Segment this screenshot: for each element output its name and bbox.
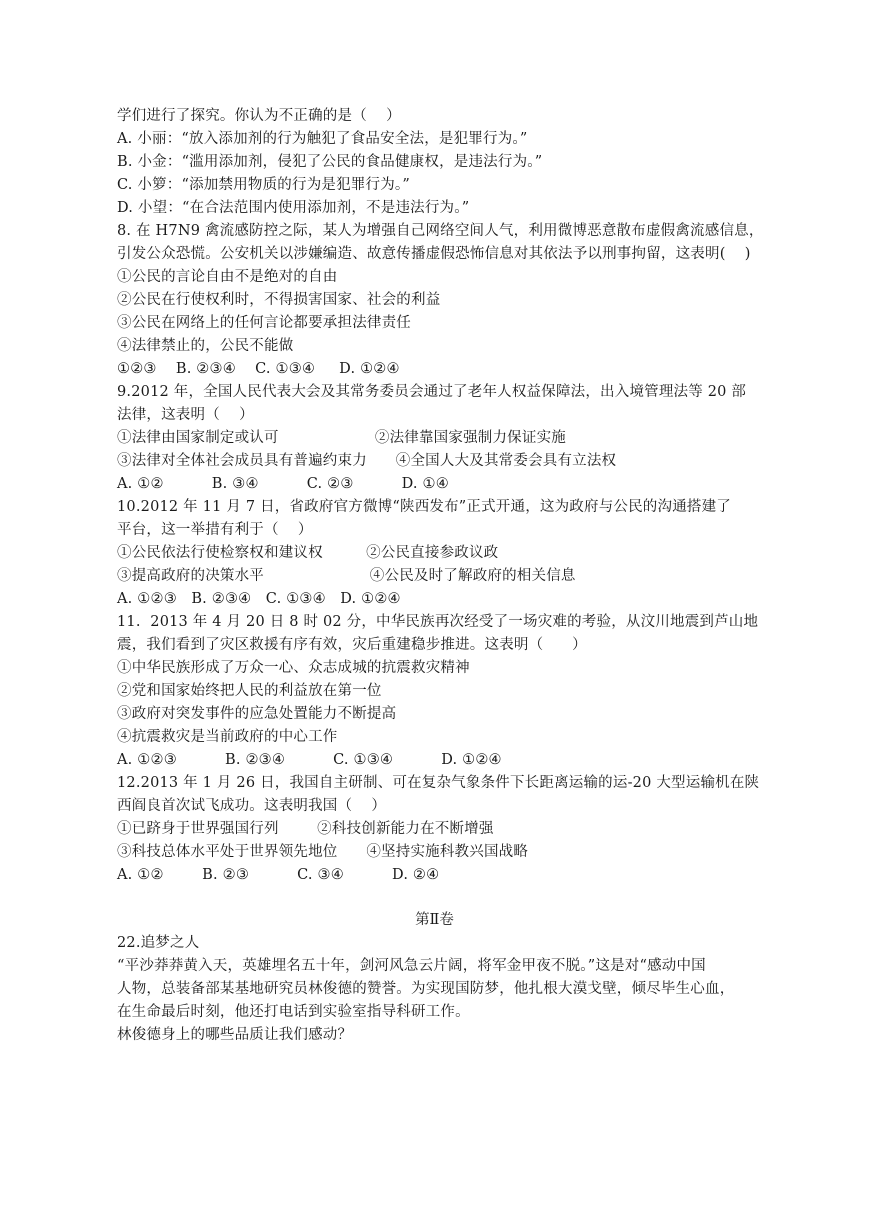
text-line: 学们进行了探究。你认为不正确的是（ ） — [117, 108, 401, 124]
text-line: 平台，这一举措有利于（ ） — [117, 522, 313, 538]
question-9: 9.2012 年，全国人民代表大会及其常务委员会通过了老年人权益保障法，出入境管理法等 20 部 — [117, 384, 747, 400]
statement-1: ①公民的言论自由不是绝对的自由 — [117, 269, 338, 285]
question-8: 8. 在 H7N9 禽流感防控之际，某人为增强自己网络空间人气，利用微博恶意散布虚假禽流感信息， — [117, 223, 764, 239]
statements-row: ①公民依法行使检察权和建议权 ②公民直接参政议政 — [117, 545, 499, 561]
statements-row: ③法律对全体社会成员具有普遍约束力 ④全国人大及其常委会具有立法权 — [117, 453, 617, 469]
question-10: 10.2012 年 11 月 7 日，省政府官方微博“陕西发布”正式开通，这为政府与公民的沟通搭建了 — [117, 499, 732, 515]
statements-row: ①法律由国家制定或认可 ②法律靠国家强制力保证实施 — [117, 430, 566, 446]
statement-3: ③政府对突发事件的应急处置能力不断提高 — [117, 706, 397, 722]
option-a: A. 小丽：“放入添加剂的行为触犯了食品安全法，是犯罪行为。” — [117, 131, 528, 147]
statements-row: ①已跻身于世界强国行列 ②科技创新能力在不断增强 — [117, 821, 494, 837]
text-line: 在生命最后时刻，他还打电话到实验室指导科研工作。 — [117, 1004, 470, 1020]
text-line: “平沙莽莽黄入天，英雄埋名五十年，剑河风急云片阔，将军金甲夜不脱。”这是对“感动中国 — [117, 958, 706, 974]
text-line: 震，我们看到了灾区救援有序有效，灾后重建稳步推进。这表明（ ） — [117, 637, 587, 653]
option-d: D. 小望：“在合法范围内使用添加剂，不是违法行为。” — [117, 200, 470, 216]
answer-options: A. ①②③ B. ②③④ C. ①③④ D. ①②④ — [117, 752, 502, 768]
text-line: 人物，总装备部某基地研究员林俊德的赞誉。为实现国防梦，他扎根大漠戈壁，倾尽毕生心血， — [117, 981, 735, 997]
text-line: 西阎良首次试飞成功。这表明我国（ ） — [117, 798, 387, 814]
answer-options: A. ①② B. ②③ C. ③④ D. ②④ — [117, 867, 440, 883]
text-line: 引发公众恐慌。公安机关以涉嫌编造、故意传播虚假恐怖信息对其依法予以刑事拘留，这表明( ) — [117, 246, 751, 262]
question-12: 12.2013 年 1 月 26 日，我国自主研制、可在复杂气象条件下长距离运输的运-20 大型运输机在陕 — [117, 775, 760, 791]
option-b: B. 小金：“滥用添加剂，侵犯了公民的食品健康权，是违法行为。” — [117, 154, 543, 170]
question-11: 11. 2013 年 4 月 20 日 8 时 02 分，中华民族再次经受了一场灾难的考验，从汶川地震到芦山地 — [117, 614, 759, 630]
statement-2: ②公民在行使权利时，不得损害国家、社会的利益 — [117, 292, 441, 308]
answer-options: A. ①② B. ③④ C. ②③ D. ①④ — [117, 476, 449, 492]
answer-options: ①②③ B. ②③④ C. ①③④ D. ①②④ — [117, 361, 400, 377]
statement-4: ④法律禁止的，公民不能做 — [117, 338, 294, 354]
statements-row: ③科技总体水平处于世界领先地位 ④坚持实施科教兴国战略 — [117, 844, 529, 860]
question-22-title: 22.追梦之人 — [117, 935, 200, 951]
statement-3: ③公民在网络上的任何言论都要承担法律责任 — [117, 315, 411, 331]
statement-1: ①中华民族形成了万众一心、众志成城的抗震救灾精神 — [117, 660, 470, 676]
text-line: 法律，这表明（ ） — [117, 407, 254, 423]
section-heading: 第Ⅱ卷 — [415, 912, 454, 928]
statement-2: ②党和国家始终把人民的利益放在第一位 — [117, 683, 382, 699]
option-c: C. 小箩：“添加禁用物质的行为是犯罪行为。” — [117, 177, 410, 193]
statements-row: ③提高政府的决策水平 ④公民及时了解政府的相关信息 — [117, 568, 576, 584]
question-prompt: 林俊德身上的哪些品质让我们感动？ — [117, 1027, 353, 1043]
statement-4: ④抗震救灾是当前政府的中心工作 — [117, 729, 338, 745]
answer-options: A. ①②③ B. ②③④ C. ①③④ D. ①②④ — [117, 591, 401, 607]
